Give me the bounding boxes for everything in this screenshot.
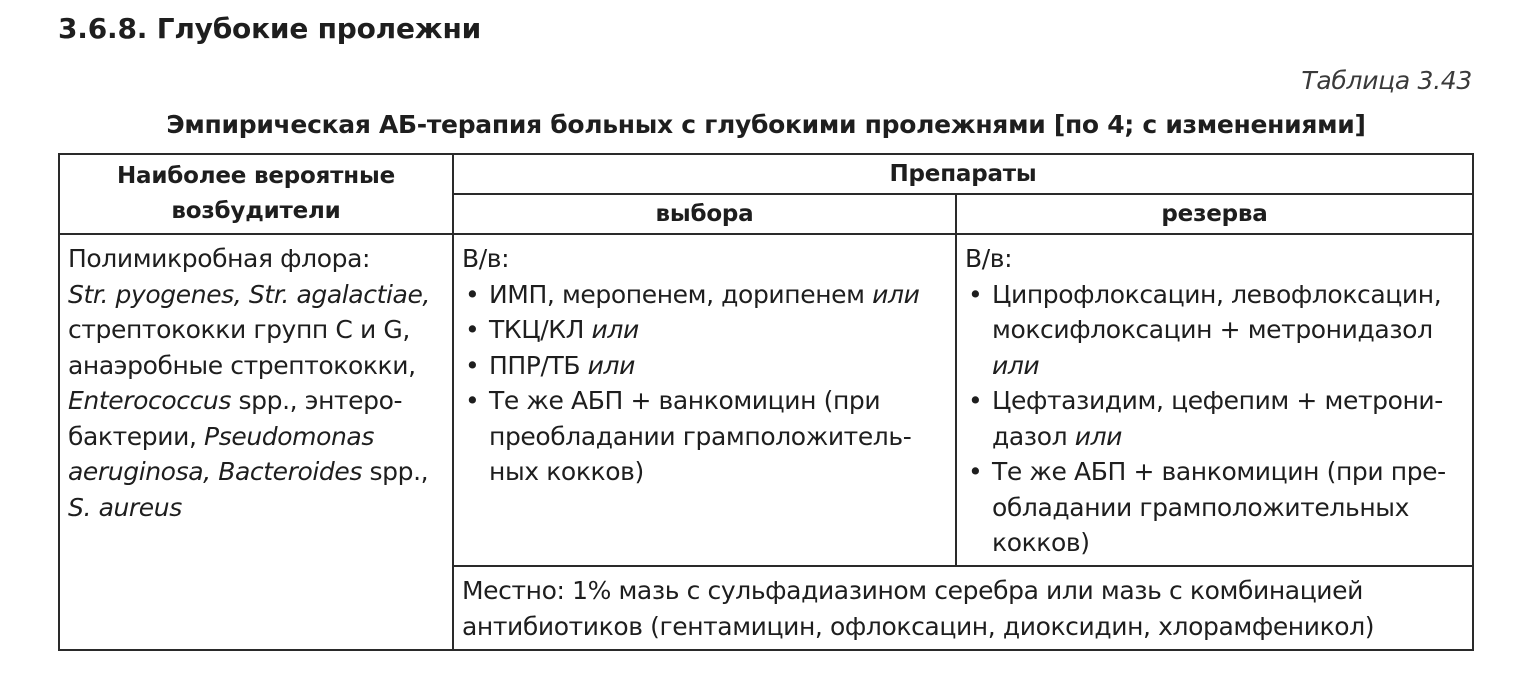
header-drugs: Препараты	[453, 154, 1473, 194]
section-heading: 3.6.8. Глубокие пролежни	[58, 12, 482, 45]
header-row-top	[59, 154, 1473, 194]
list-item: • ИМП, меропенем, дорипенем или	[462, 277, 951, 313]
pathogens-cell	[59, 234, 453, 650]
pathogens-intro: Полимикробная флора:	[68, 244, 371, 273]
table-number: Таблица 3.43	[1301, 66, 1472, 95]
reserve-route: В/в:	[965, 244, 1013, 273]
choice-route: В/в:	[462, 244, 510, 273]
pathogen-name: Enterococcus	[68, 386, 231, 415]
table-row	[59, 234, 1473, 566]
bullet: •	[465, 279, 480, 309]
bullet: •	[465, 386, 480, 415]
table-title: Эмпирическая АБ-терапия больных с глубокими пролежнями [по 4; с изменениями]	[166, 110, 1366, 139]
pathogen-name: S. aureus	[68, 492, 182, 522]
header-reserve: резерва	[956, 194, 1473, 234]
list-item: • ППР/ТБ или	[462, 348, 951, 384]
pathogen-text: spp.,	[362, 457, 429, 486]
list-item: • ТКЦ/КЛ или	[462, 312, 951, 348]
therapy-table	[58, 153, 1474, 651]
local-therapy-cell	[453, 566, 1473, 650]
pathogen-name: Pseudomonas aeruginosa, Bacteroides	[68, 421, 374, 486]
list-item: • Те же АБП + ванкомицин (при преобладании грамположительных кокков)	[462, 383, 951, 490]
bullet: •	[465, 350, 480, 380]
list-item: • Ципрофлоксацин, левофлоксацин, моксифлоксацин + метронидазол или	[965, 277, 1468, 384]
bullet: •	[968, 279, 983, 309]
header-pathogens: Наиболее вероятные возбудители	[59, 154, 453, 234]
choice-list	[462, 277, 951, 490]
choice-cell	[453, 234, 956, 566]
header-choice: выбора	[453, 194, 956, 234]
list-item: • Те же АБП + ванкомицин (при преобладании грамположительных кокков)	[965, 454, 1468, 561]
pathogen-name: Str. pyogenes, Str. agalactiae,	[68, 279, 430, 309]
bullet: •	[968, 386, 983, 415]
bullet: •	[968, 457, 983, 486]
reserve-list	[965, 277, 1468, 561]
pathogen-text: spp., энтеробактерии,	[68, 386, 403, 451]
local-therapy-text: Местно: 1% мазь с сульфадиазином серебра или мазь с комбинацией антибиотиков (гентамицин, офлоксацин, диоксидин, хлорамфеникол)	[462, 575, 1375, 641]
list-item: • Цефтазидим, цефепим + метронидазол или	[965, 383, 1468, 454]
reserve-cell	[956, 234, 1473, 566]
pathogen-text: стрептококки групп С и G, анаэробные стрептококки,	[68, 315, 416, 380]
bullet: •	[465, 315, 480, 344]
